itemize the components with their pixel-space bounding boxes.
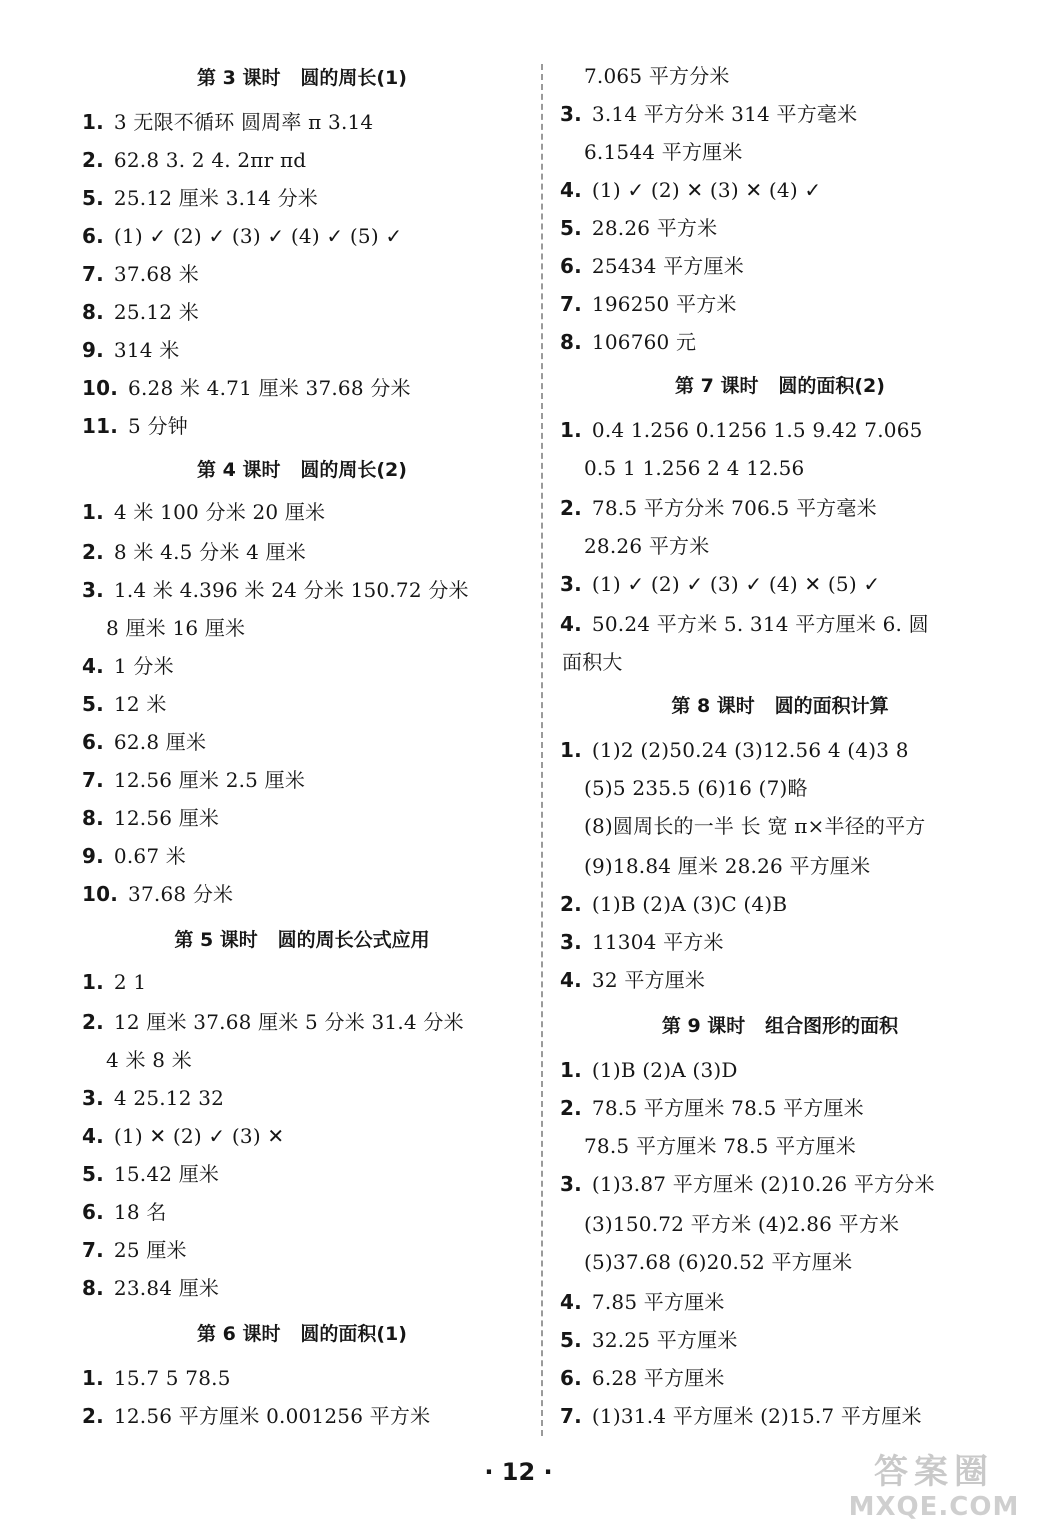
answer-text: 28.26 平方米 bbox=[591, 216, 718, 240]
question-number: 7. bbox=[82, 768, 104, 792]
question-number: 8. bbox=[82, 1276, 104, 1300]
answer-text: (1)2 (2)50.24 (3)12.56 4 (4)3 8 bbox=[591, 738, 909, 762]
answer-line bbox=[82, 540, 306, 564]
answer-line bbox=[584, 534, 709, 558]
answer-line bbox=[82, 1366, 231, 1390]
question-number: 5. bbox=[82, 186, 104, 210]
question-number: 8. bbox=[82, 806, 104, 830]
answer-text: 11304 平方米 bbox=[591, 930, 724, 954]
answer-line bbox=[560, 1290, 725, 1314]
answer-text: 15.7 5 78.5 bbox=[113, 1366, 231, 1390]
question-number: 1. bbox=[560, 1058, 582, 1082]
answer-text: (1) ✓ (2) ✓ (3) ✓ (4) ✕ (5) ✓ bbox=[591, 572, 881, 596]
answer-text: (9)18.84 厘米 28.26 平方厘米 bbox=[584, 854, 871, 878]
answer-line bbox=[82, 338, 179, 362]
answer-text: 62.8 3. 2 4. 2πr πd bbox=[113, 148, 307, 172]
answer-text: 28.26 平方米 bbox=[584, 534, 710, 558]
answer-line bbox=[560, 892, 787, 916]
question-number: 2. bbox=[560, 496, 582, 520]
answer-line bbox=[560, 1328, 738, 1352]
answer-text: 12.56 厘米 bbox=[113, 806, 220, 830]
answer-text: 4 米 8 米 bbox=[106, 1048, 192, 1072]
question-number: 2. bbox=[82, 148, 104, 172]
answer-line bbox=[82, 1010, 464, 1034]
question-number: 4. bbox=[560, 178, 582, 202]
answer-text: 6.28 米 4.71 厘米 37.68 分米 bbox=[128, 376, 411, 400]
answer-text: (5)5 235.5 (6)16 (7)略 bbox=[584, 776, 808, 800]
answer-line bbox=[560, 1096, 864, 1120]
answer-text: 7.85 平方厘米 bbox=[591, 1290, 725, 1314]
question-number: 5. bbox=[82, 692, 104, 716]
answer-line bbox=[82, 1162, 219, 1186]
answer-text: 314 米 bbox=[113, 338, 180, 362]
question-number: 2. bbox=[82, 1010, 104, 1034]
answer-line bbox=[82, 376, 411, 400]
page-number: · 12 · bbox=[484, 1458, 553, 1486]
answer-line bbox=[106, 616, 245, 640]
question-number: 8. bbox=[560, 330, 582, 354]
answer-line bbox=[584, 456, 804, 480]
question-number: 7. bbox=[82, 262, 104, 286]
answer-line bbox=[82, 186, 318, 210]
question-number: 4. bbox=[560, 968, 582, 992]
answer-line bbox=[82, 500, 325, 524]
answer-line bbox=[584, 1134, 856, 1158]
answer-line bbox=[560, 178, 821, 202]
question-number: 2. bbox=[560, 892, 582, 916]
answer-text: 3.14 平方分米 314 平方毫米 bbox=[591, 102, 858, 126]
question-number: 9. bbox=[82, 844, 104, 868]
question-number: 3. bbox=[560, 1172, 582, 1196]
answer-text: (1)3.87 平方厘米 (2)10.26 平方分米 bbox=[591, 1172, 935, 1196]
column-divider bbox=[541, 64, 543, 1436]
answer-text: (5)37.68 (6)20.52 平方厘米 bbox=[584, 1250, 853, 1274]
answer-text: 4 25.12 32 bbox=[113, 1086, 225, 1110]
question-number: 6. bbox=[82, 730, 104, 754]
answer-text: 6.28 平方厘米 bbox=[591, 1366, 725, 1390]
answer-line bbox=[560, 292, 737, 316]
answer-line bbox=[82, 148, 306, 172]
answer-line bbox=[82, 110, 373, 134]
answer-text: 50.24 平方米 5. 314 平方厘米 6. 圆 bbox=[591, 612, 929, 636]
question-number: 6. bbox=[560, 1366, 582, 1390]
answer-text: (1)B (2)A (3)D bbox=[591, 1058, 738, 1082]
question-number: 1. bbox=[82, 110, 104, 134]
answer-line bbox=[560, 254, 744, 278]
answer-line bbox=[560, 738, 909, 762]
question-number: 3. bbox=[560, 930, 582, 954]
answer-line bbox=[82, 970, 146, 994]
question-number: 6. bbox=[82, 1200, 104, 1224]
answer-line bbox=[82, 300, 199, 324]
answer-line bbox=[560, 496, 877, 520]
answer-line bbox=[82, 654, 174, 678]
question-number: 2. bbox=[82, 1404, 104, 1428]
answer-text: 78.5 平方厘米 78.5 平方厘米 bbox=[591, 1096, 864, 1120]
answer-line bbox=[82, 844, 186, 868]
answer-text: 62.8 厘米 bbox=[113, 730, 207, 754]
answer-line bbox=[82, 692, 167, 716]
answer-line bbox=[584, 854, 870, 878]
section-heading: 第 7 课时 圆的面积(2) bbox=[675, 375, 885, 397]
question-number: 7. bbox=[560, 1404, 582, 1428]
question-number: 4. bbox=[560, 1290, 582, 1314]
answer-text: 12.56 厘米 2.5 厘米 bbox=[113, 768, 306, 792]
answer-line bbox=[562, 650, 623, 674]
answer-text: 25.12 米 bbox=[113, 300, 199, 324]
answer-line bbox=[560, 1404, 922, 1428]
question-number: 3. bbox=[82, 1086, 104, 1110]
question-number: 4. bbox=[560, 612, 582, 636]
answer-text: 23.84 厘米 bbox=[113, 1276, 220, 1300]
section-heading: 第 5 课时 圆的周长公式应用 bbox=[174, 929, 430, 951]
answer-line bbox=[82, 882, 233, 906]
answer-text: 0.5 1 1.256 2 4 12.56 bbox=[584, 456, 805, 480]
answer-text: (3)150.72 平方米 (4)2.86 平方米 bbox=[584, 1212, 900, 1236]
question-number: 1. bbox=[560, 738, 582, 762]
answer-line bbox=[82, 1238, 187, 1262]
answer-text: 8 厘米 16 厘米 bbox=[106, 616, 246, 640]
answer-text: 32 平方厘米 bbox=[591, 968, 706, 992]
answer-line bbox=[82, 578, 469, 602]
answer-text: 6.1544 平方厘米 bbox=[584, 140, 743, 164]
answer-line bbox=[584, 64, 730, 88]
answer-text: 4 米 100 分米 20 厘米 bbox=[113, 500, 326, 524]
watermark-bottom-text: MXQE.COM bbox=[848, 1492, 1020, 1522]
watermark-top-text: 答案圈 bbox=[874, 1452, 994, 1492]
answer-line bbox=[560, 216, 717, 240]
answer-line bbox=[560, 1366, 725, 1390]
answer-line bbox=[82, 768, 305, 792]
answer-line bbox=[560, 418, 923, 442]
answer-text: 1 分米 bbox=[113, 654, 174, 678]
question-number: 5. bbox=[560, 1328, 582, 1352]
answer-text: (1) ✓ (2) ✕ (3) ✕ (4) ✓ bbox=[591, 178, 822, 202]
answer-text: 12 厘米 37.68 厘米 5 分米 31.4 分米 bbox=[113, 1010, 464, 1034]
answer-line bbox=[82, 1086, 224, 1110]
section-heading: 第 6 课时 圆的面积(1) bbox=[197, 1323, 407, 1345]
answer-text: 5 分钟 bbox=[128, 414, 188, 438]
answer-text: 78.5 平方厘米 78.5 平方厘米 bbox=[584, 1134, 856, 1158]
answer-line bbox=[560, 968, 705, 992]
question-number: 6. bbox=[82, 224, 104, 248]
answer-text: 106760 元 bbox=[591, 330, 697, 354]
answer-text: 2 1 bbox=[113, 970, 147, 994]
answer-line bbox=[584, 1212, 899, 1236]
answer-text: 3 无限不循环 圆周率 π 3.14 bbox=[113, 110, 374, 134]
question-number: 1. bbox=[82, 970, 104, 994]
answer-text: 1.4 米 4.396 米 24 分米 150.72 分米 bbox=[113, 578, 469, 602]
answer-line bbox=[82, 730, 206, 754]
answer-text: 196250 平方米 bbox=[591, 292, 737, 316]
answer-text: (1)B (2)A (3)C (4)B bbox=[591, 892, 788, 916]
answer-text: 8 米 4.5 分米 4 厘米 bbox=[113, 540, 306, 564]
answer-line bbox=[560, 930, 724, 954]
answer-line bbox=[560, 572, 880, 596]
question-number: 9. bbox=[82, 338, 104, 362]
answer-line bbox=[82, 224, 402, 248]
answer-text: 面积大 bbox=[562, 650, 623, 674]
question-number: 4. bbox=[82, 654, 104, 678]
answer-text: 78.5 平方分米 706.5 平方毫米 bbox=[591, 496, 877, 520]
section-heading: 第 9 课时 组合图形的面积 bbox=[661, 1015, 899, 1037]
question-number: 7. bbox=[560, 292, 582, 316]
answer-text: 12 米 bbox=[113, 692, 167, 716]
question-number: 3. bbox=[560, 572, 582, 596]
answer-line bbox=[560, 612, 929, 636]
question-number: 3. bbox=[560, 102, 582, 126]
question-number: 11. bbox=[82, 414, 119, 438]
answer-line bbox=[106, 1048, 192, 1072]
question-number: 1. bbox=[560, 418, 582, 442]
answer-text: 37.68 米 bbox=[113, 262, 199, 286]
answer-text: 32.25 平方厘米 bbox=[591, 1328, 738, 1352]
answer-line bbox=[584, 776, 808, 800]
question-number: 7. bbox=[82, 1238, 104, 1262]
answer-text: 25434 平方厘米 bbox=[591, 254, 744, 278]
answer-text: (1)31.4 平方厘米 (2)15.7 平方厘米 bbox=[591, 1404, 922, 1428]
answer-line bbox=[82, 806, 219, 830]
question-number: 5. bbox=[560, 216, 582, 240]
answer-line bbox=[82, 414, 188, 438]
answer-text: 7.065 平方分米 bbox=[584, 64, 730, 88]
question-number: 2. bbox=[560, 1096, 582, 1120]
answer-line bbox=[82, 1404, 430, 1428]
answer-text: 37.68 分米 bbox=[128, 882, 234, 906]
section-heading: 第 8 课时 圆的面积计算 bbox=[671, 695, 889, 717]
watermark-logo bbox=[836, 1452, 1032, 1532]
answer-line bbox=[560, 1172, 935, 1196]
answer-text: (1) ✓ (2) ✓ (3) ✓ (4) ✓ (5) ✓ bbox=[113, 224, 403, 248]
answer-text: 0.4 1.256 0.1256 1.5 9.42 7.065 bbox=[591, 418, 923, 442]
answer-line bbox=[584, 814, 926, 838]
section-heading: 第 4 课时 圆的周长(2) bbox=[197, 459, 407, 481]
answer-text: (8)圆周长的一半 长 宽 π×半径的平方 bbox=[584, 814, 926, 838]
question-number: 4. bbox=[82, 1124, 104, 1148]
answer-line bbox=[584, 140, 743, 164]
answer-line bbox=[560, 102, 857, 126]
answer-text: 18 名 bbox=[113, 1200, 167, 1224]
answer-line bbox=[82, 1200, 167, 1224]
question-number: 1. bbox=[82, 500, 104, 524]
answer-text: 0.67 米 bbox=[113, 844, 187, 868]
answer-line bbox=[584, 1250, 852, 1274]
answer-text: 15.42 厘米 bbox=[113, 1162, 220, 1186]
question-number: 5. bbox=[82, 1162, 104, 1186]
section-heading: 第 3 课时 圆的周长(1) bbox=[197, 67, 407, 89]
question-number: 10. bbox=[82, 882, 119, 906]
question-number: 3. bbox=[82, 578, 104, 602]
answer-line bbox=[560, 330, 696, 354]
answer-line bbox=[82, 1124, 284, 1148]
answer-line bbox=[560, 1058, 738, 1082]
question-number: 1. bbox=[82, 1366, 104, 1390]
question-number: 2. bbox=[82, 540, 104, 564]
answer-text: 12.56 平方厘米 0.001256 平方米 bbox=[113, 1404, 431, 1428]
answer-text: (1) ✕ (2) ✓ (3) ✕ bbox=[113, 1124, 285, 1148]
question-number: 6. bbox=[560, 254, 582, 278]
answer-text: 25 厘米 bbox=[113, 1238, 187, 1262]
answer-line bbox=[82, 1276, 219, 1300]
answer-line bbox=[82, 262, 199, 286]
question-number: 8. bbox=[82, 300, 104, 324]
answer-text: 25.12 厘米 3.14 分米 bbox=[113, 186, 318, 210]
question-number: 10. bbox=[82, 376, 119, 400]
